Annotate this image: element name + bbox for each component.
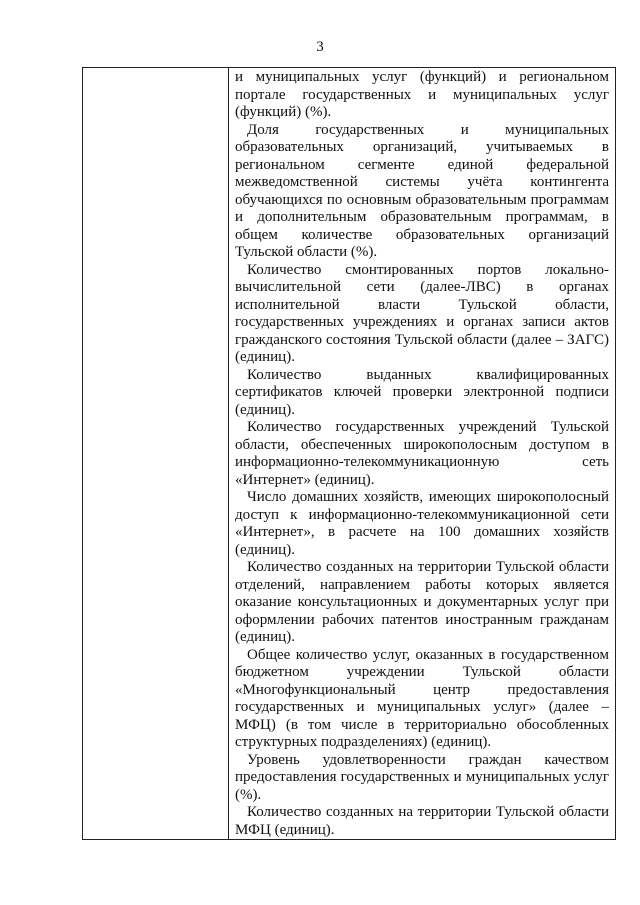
indicator-paragraph: Количество созданных на территории Тульской области МФЦ (единиц). <box>235 804 609 838</box>
indicator-paragraph: Количество смонтированных портов локально-вычислительной сети (далее-ЛВС) в органах исполнительной власти Тульской области, государственных учреждениях и органах записи актов гражданского состояния Тульской области (далее – ЗАГС) (единиц). <box>235 261 609 365</box>
indicator-paragraph: Доля государственных и муниципальных образовательных организаций, учитываемых в региональном сегменте единой федеральной межведомственной системы учёта контингента обучающихся по основным образовательным программам и дополнительным образовательным программам, в общем количестве образовательных организаций Тульской области (%). <box>235 121 609 260</box>
indicator-paragraph-continued: и муниципальных услуг (функций) и региональном портале государственных и муниципальных услуг (функций) (%). <box>235 69 609 120</box>
indicator-paragraph: Количество выданных квалифицированных сертификатов ключей проверки электронной подписи (единиц). <box>235 366 609 418</box>
empty-left-cell <box>83 68 229 840</box>
indicators-text <box>229 68 615 839</box>
indicators-table <box>82 67 616 840</box>
indicator-paragraph: Число домашних хозяйств, имеющих широкополосный доступ к информационно-телекоммуникационной сети «Интернет», в расчете на 100 домашних хозяйств (единиц). <box>235 489 609 558</box>
indicators-cell <box>229 68 616 840</box>
table-row <box>83 68 616 840</box>
indicator-paragraph: Общее количество услуг, оказанных в государственном бюджетном учреждении Тульской области «Многофункциональный центр предоставления государственных и муниципальных услуг» (далее – МФЦ) (в том числе в территориально обособленных структурных подразделениях) (единиц). <box>235 646 609 750</box>
indicator-paragraph: Количество созданных на территории Тульской области отделений, направлением работы которых является оказание консультационных и документарных услуг при оформлении рабочих патентов иностранным гражданам (единиц). <box>235 559 609 645</box>
indicator-paragraph: Уровень удовлетворенности граждан качеством предоставления государственных и муниципальных услуг (%). <box>235 751 609 803</box>
page-number: 3 <box>316 39 324 55</box>
indicator-paragraph: Количество государственных учреждений Тульской области, обеспеченных широкополосным доступом в информационно-телекоммуникационную сеть «Интернет» (единиц). <box>235 419 609 488</box>
